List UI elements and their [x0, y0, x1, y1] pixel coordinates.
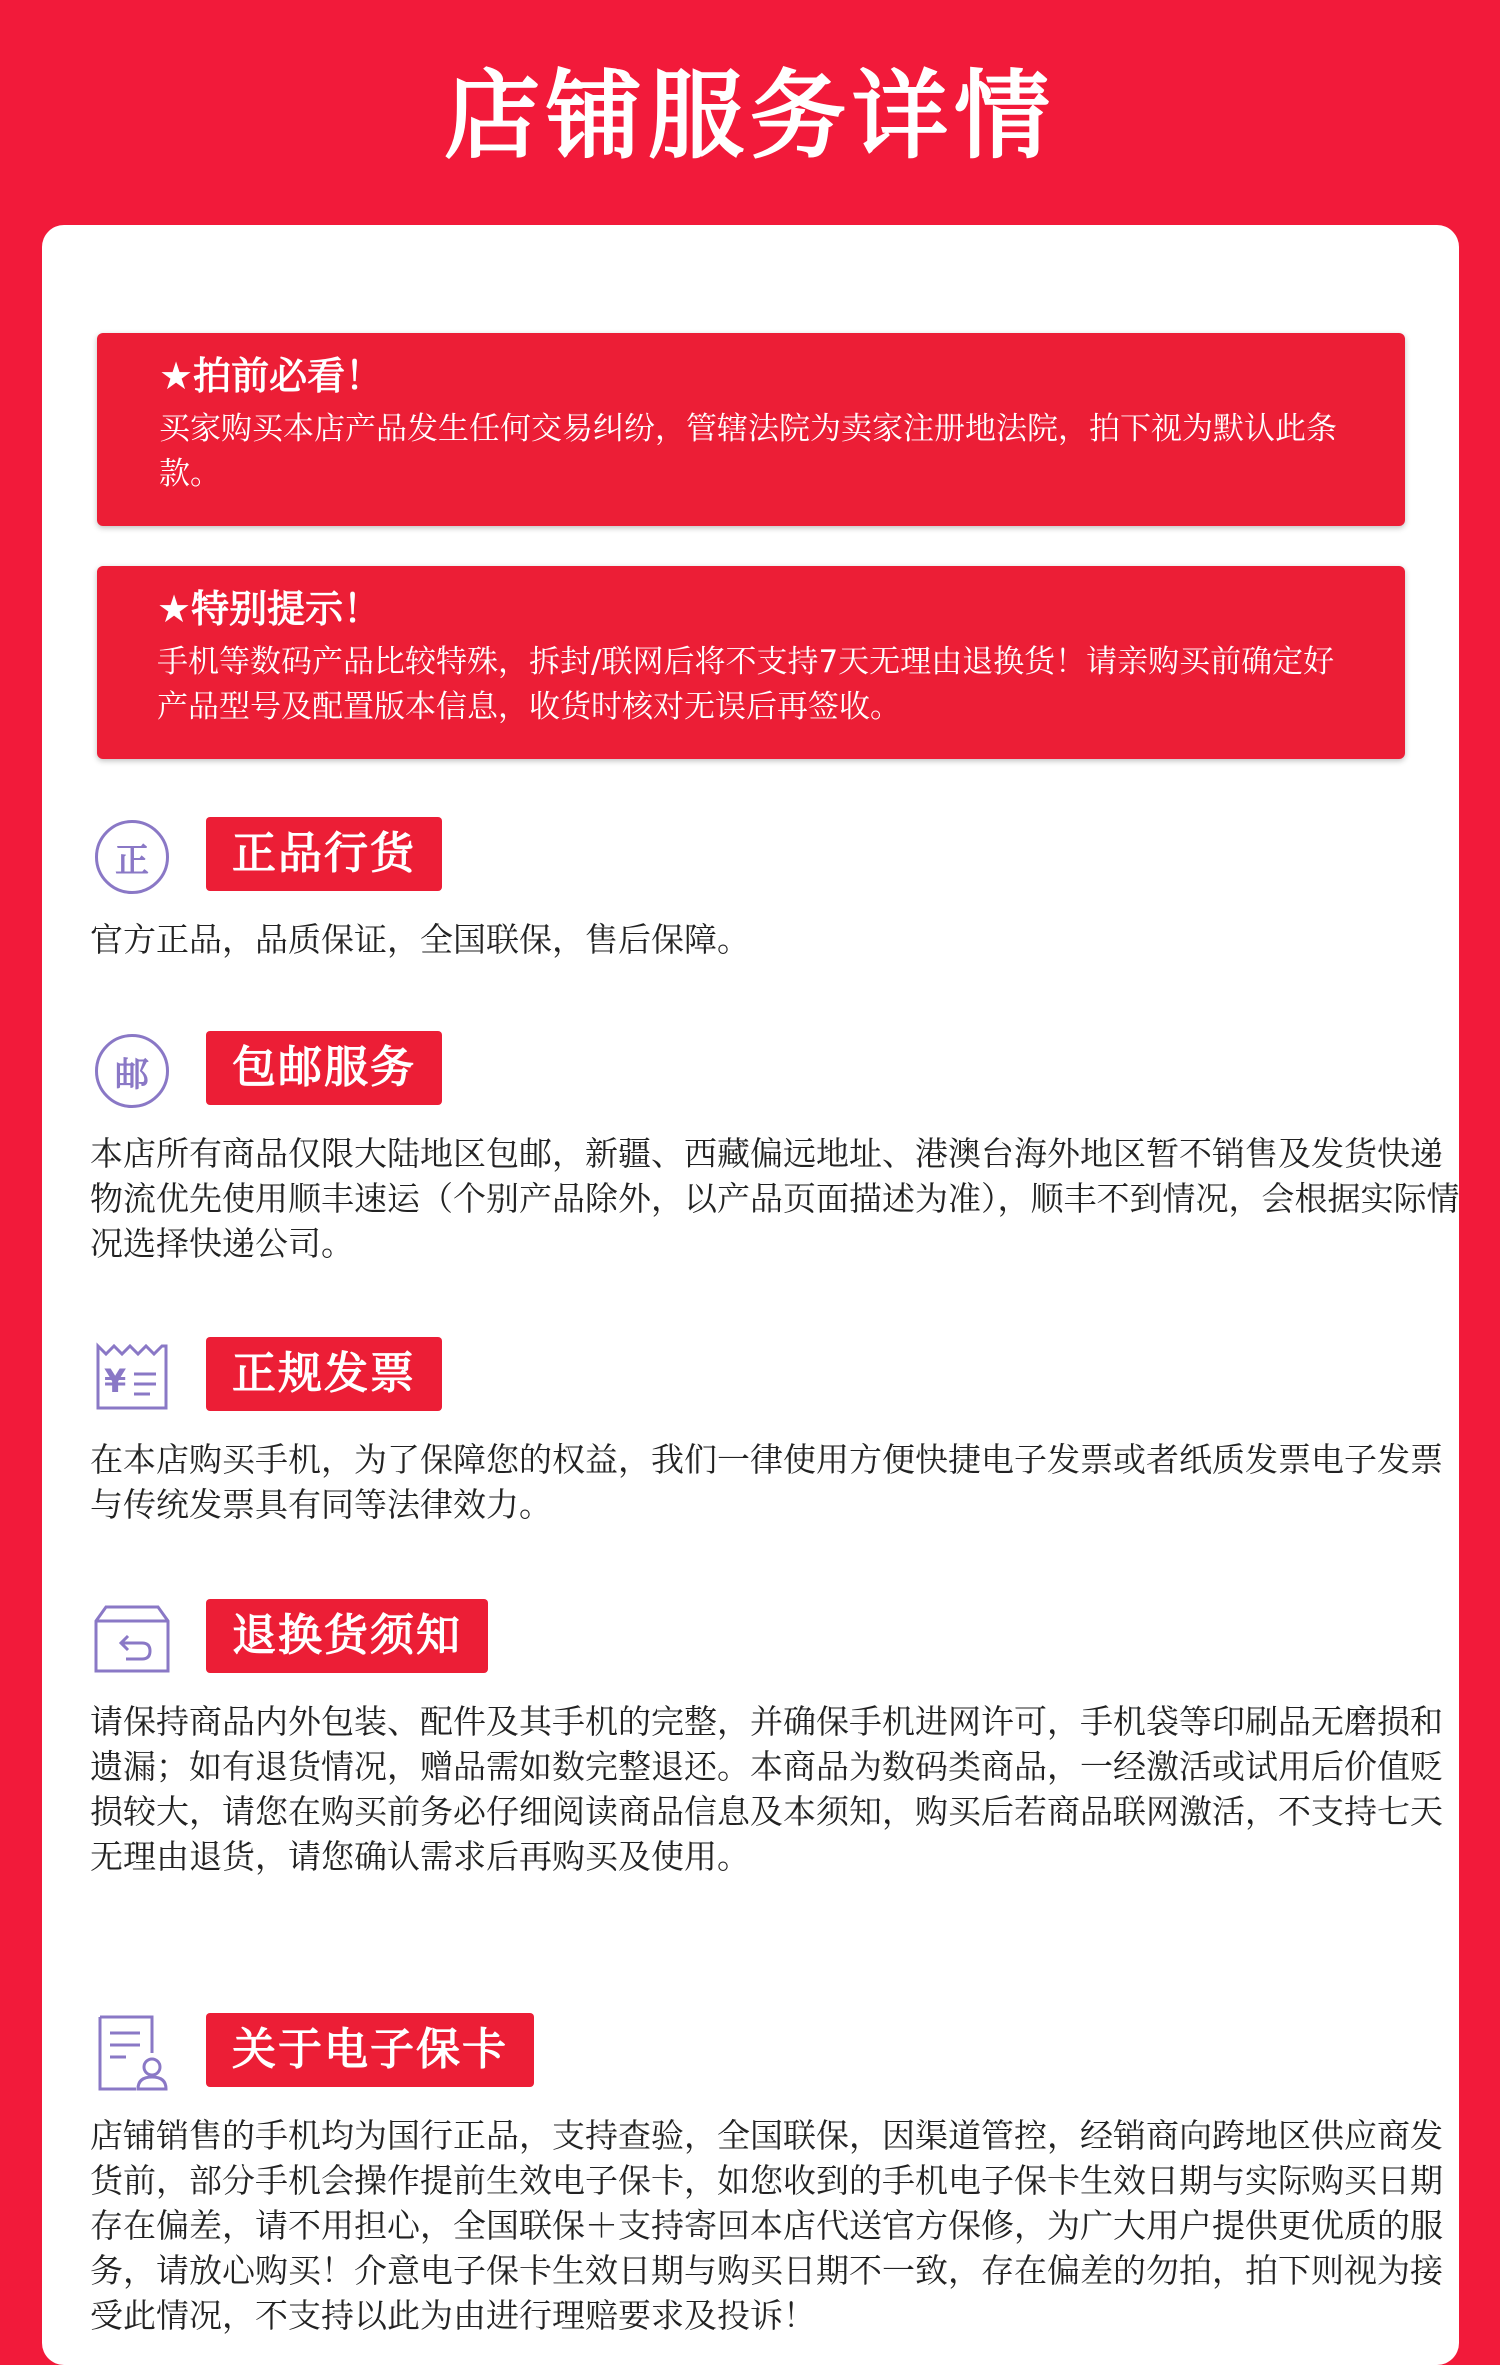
return-box-icon [90, 1597, 174, 1681]
section-label: 关于电子保卡 [206, 2013, 534, 2087]
section-text: 请保持商品内外包装、配件及其手机的完整，并确保手机进网许可，手机袋等印刷品无磨损和遗漏；如有退货情况，赠品需如数完整退还。本商品为数码类商品，一经激活或试用后价值贬损较大，请您在购买前务必仔细阅读商品信息及本须知，购买后若商品联网激活，不支持七天无理由退货，请您确认需求后再购买及使用。 [90, 1702, 1443, 1876]
section-return-policy [90, 1597, 1460, 1879]
notice-special-tip [97, 566, 1405, 759]
service-card [42, 225, 1459, 2365]
section-text: 本店所有商品仅限大陆地区包邮，新疆、西藏偏远地址、港澳台海外地区暂不销售及发货快递物流优先使用顺丰速运（个别产品除外，以产品页面描述为准），顺丰不到情况，会根据实际情况选择快递公司。 [90, 1134, 1460, 1263]
section-label: 正品行货 [206, 817, 442, 891]
authentic-icon: 正 [90, 815, 174, 899]
section-free-shipping [90, 1029, 1460, 1266]
section-text: 在本店购买手机，为了保障您的权益，我们一律使用方便快捷电子发票或者纸质发票电子发票与传统发票具有同等法律效力。 [90, 1440, 1443, 1524]
section-label: 退换货须知 [206, 1599, 488, 1673]
svg-text:¥: ¥ [104, 1362, 127, 1400]
section-label: 包邮服务 [206, 1031, 442, 1105]
notice-title: ★拍前必看！ [159, 354, 384, 398]
section-authentic [90, 815, 1460, 962]
notice-title: ★特别提示！ [157, 587, 382, 631]
notice-must-read [97, 333, 1405, 526]
section-text: 官方正品，品质保证，全国联保，售后保障。 [90, 920, 750, 959]
section-text: 店铺销售的手机均为国行正品，支持查验，全国联保，因渠道管控，经销商向跨地区供应商发货前，部分手机会操作提前生效电子保卡，如您收到的手机电子保卡生效日期与实际购买日期存在偏差，请不用担心，全国联保＋支持寄回本店代送官方保修，为广大用户提供更优质的服务，请放心购买！介意电子保卡生效日期与购买日期不一致，存在偏差的勿拍，拍下则视为接受此情况，不支持以此为由进行理赔要求及投诉！ [90, 2116, 1443, 2335]
section-label: 正规发票 [206, 1337, 442, 1411]
mail-icon: 邮 [90, 1029, 174, 1113]
notice-text: 手机等数码产品比较特殊，拆封/联网后将不支持7天无理由退换货！请亲购买前确定好产品型号及配置版本信息，收货时核对无误后再签收。 [157, 644, 1335, 725]
section-e-warranty [90, 2011, 1460, 2338]
warranty-card-icon [90, 2011, 174, 2095]
invoice-icon [90, 1335, 174, 1419]
notice-text: 买家购买本店产品发生任何交易纠纷，管辖法院为卖家注册地法院，拍下视为默认此条款。 [159, 411, 1337, 492]
page-title: 店铺服务详情 [444, 60, 1056, 172]
section-invoice [90, 1335, 1460, 1527]
